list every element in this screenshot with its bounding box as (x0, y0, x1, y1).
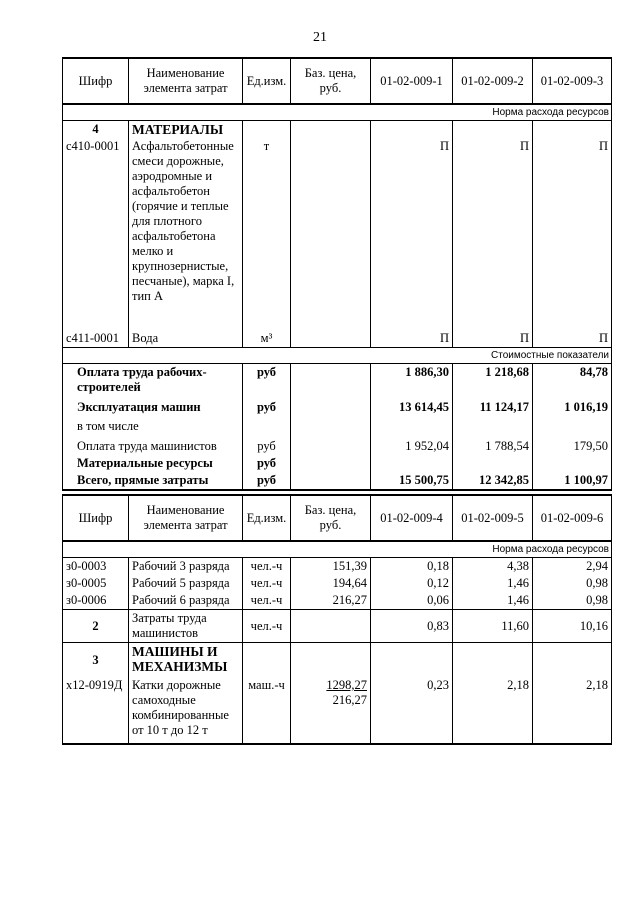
row-value-1: 1 952,04 (371, 435, 453, 455)
section-norm-row (63, 541, 612, 558)
table-header-row (63, 58, 612, 104)
header-col3: 01-02-009-6 (533, 495, 612, 541)
header-col3: 01-02-009-3 (533, 58, 612, 104)
row-name: Вода (129, 330, 243, 348)
group-title: МАТЕРИАЛЫ (129, 121, 243, 139)
row-code: з0-0005 (63, 575, 129, 592)
row-code: з0-0003 (63, 558, 129, 576)
table-row (63, 435, 612, 455)
row-name: Затраты труда машинистов (129, 610, 243, 643)
row-unit: руб (243, 472, 291, 490)
table-row-total (63, 472, 612, 490)
row-value-1: 1 886,30 (371, 364, 453, 397)
header-unit: Ед.изм. (243, 495, 291, 541)
table-row (63, 330, 612, 348)
row-name: Рабочий 3 разряда (129, 558, 243, 576)
row-value-1: 15 500,75 (371, 472, 453, 490)
row-name: в том числе (63, 418, 243, 435)
row-name: Асфальтобетонные смеси дорожные, аэродромные и асфальтобетон (горячие и теплые для плотного асфальтобетона мелко и крупнозернистые, песчаные), марка I, тип А (129, 138, 243, 330)
row-unit: руб (243, 396, 291, 418)
row-value-2: 11,60 (453, 610, 533, 643)
row-value-1: 0,12 (371, 575, 453, 592)
row-name: Оплата труда рабочих-строителей (63, 364, 243, 397)
header-col2: 01-02-009-2 (453, 58, 533, 104)
table-header-row (63, 495, 612, 541)
row-value-3: 1 016,19 (533, 396, 612, 418)
row-value-2: 11 124,17 (453, 396, 533, 418)
group-code: 3 (63, 643, 129, 678)
header-code: Шифр (63, 58, 129, 104)
row-value-2: 2,18 (453, 677, 533, 744)
row-value-1: 13 614,45 (371, 396, 453, 418)
row-value-1: 0,23 (371, 677, 453, 744)
row-value-2: П (453, 138, 533, 330)
table-row (63, 610, 612, 643)
row-value-3: П (533, 330, 612, 348)
header-price: Баз. цена, руб. (291, 495, 371, 541)
row-name: Рабочий 5 разряда (129, 575, 243, 592)
row-name: Эксплуатация машин (63, 396, 243, 418)
row-code: х12-0919Д (63, 677, 129, 744)
row-name: Рабочий 6 разряда (129, 592, 243, 610)
header-col2: 01-02-009-5 (453, 495, 533, 541)
section-cost-label: Стоимостные показатели (63, 348, 612, 364)
header-unit: Ед.изм. (243, 58, 291, 104)
row-unit: руб (243, 364, 291, 397)
row-unit: м³ (243, 330, 291, 348)
row-value-1: П (371, 138, 453, 330)
section-cost-row (63, 348, 612, 364)
row-name: Оплата труда машинистов (63, 435, 243, 455)
table-row (63, 575, 612, 592)
row-unit: руб (243, 455, 291, 472)
header-name: Наименование элемента затрат (129, 58, 243, 104)
table-row (63, 455, 612, 472)
row-value-2: 1,46 (453, 575, 533, 592)
row-value-2: 12 342,85 (453, 472, 533, 490)
group-machines-row (63, 643, 612, 678)
row-price: 151,39 (291, 558, 371, 576)
row-unit: чел.-ч (243, 592, 291, 610)
page-number: 21 (313, 30, 327, 45)
table-row (63, 558, 612, 576)
section-norm-label: Норма расхода ресурсов (63, 541, 612, 558)
row-price: 216,27 (291, 592, 371, 610)
row-value-3: 1 100,97 (533, 472, 612, 490)
row-value-3: 0,98 (533, 575, 612, 592)
header-col1: 01-02-009-1 (371, 58, 453, 104)
row-value-1: 0,83 (371, 610, 453, 643)
table-row (63, 677, 612, 744)
row-unit: чел.-ч (243, 558, 291, 576)
row-unit: маш.-ч (243, 677, 291, 744)
header-name: Наименование элемента затрат (129, 495, 243, 541)
row-value-3: 10,16 (533, 610, 612, 643)
group-code: 4 (63, 121, 129, 139)
section-norm-label: Норма расхода ресурсов (63, 104, 612, 121)
row-price (291, 677, 371, 744)
row-unit: чел.-ч (243, 610, 291, 643)
header-code: Шифр (63, 495, 129, 541)
row-code: з0-0006 (63, 592, 129, 610)
row-unit: т (243, 138, 291, 330)
resource-table-2 (62, 494, 612, 745)
group-title: МАШИНЫ И МЕХАНИЗМЫ (129, 643, 243, 678)
row-value-2: 4,38 (453, 558, 533, 576)
row-value-2: 1 788,54 (453, 435, 533, 455)
table-row (63, 396, 612, 418)
row-code: с410-0001 (63, 138, 129, 330)
row-value-3: 2,94 (533, 558, 612, 576)
row-code: 2 (63, 610, 129, 643)
row-value-1: П (371, 330, 453, 348)
row-value-3: 84,78 (533, 364, 612, 397)
section-norm-row (63, 104, 612, 121)
row-price-main: 1298,27 (326, 678, 367, 692)
row-value-3: 179,50 (533, 435, 612, 455)
row-price: 194,64 (291, 575, 371, 592)
table-row (63, 138, 612, 330)
row-price-secondary: 216,27 (332, 693, 367, 707)
row-value-1: 0,18 (371, 558, 453, 576)
table-row (63, 418, 612, 435)
row-value-2: 1,46 (453, 592, 533, 610)
row-unit: чел.-ч (243, 575, 291, 592)
resource-table-1 (62, 57, 612, 491)
table-row (63, 592, 612, 610)
table-row (63, 364, 612, 397)
row-value-2: 1 218,68 (453, 364, 533, 397)
group-materials-row (63, 121, 612, 139)
header-price: Баз. цена, руб. (291, 58, 371, 104)
row-name: Материальные ресурсы (63, 455, 243, 472)
row-name: Катки дорожные самоходные комбинированные от 10 т до 12 т (129, 677, 243, 744)
header-col1: 01-02-009-4 (371, 495, 453, 541)
row-value-1: 0,06 (371, 592, 453, 610)
row-unit: руб (243, 435, 291, 455)
row-value-3: П (533, 138, 612, 330)
row-value-3: 0,98 (533, 592, 612, 610)
row-code: с411-0001 (63, 330, 129, 348)
row-value-3: 2,18 (533, 677, 612, 744)
row-name: Всего, прямые затраты (63, 472, 243, 490)
row-value-2: П (453, 330, 533, 348)
